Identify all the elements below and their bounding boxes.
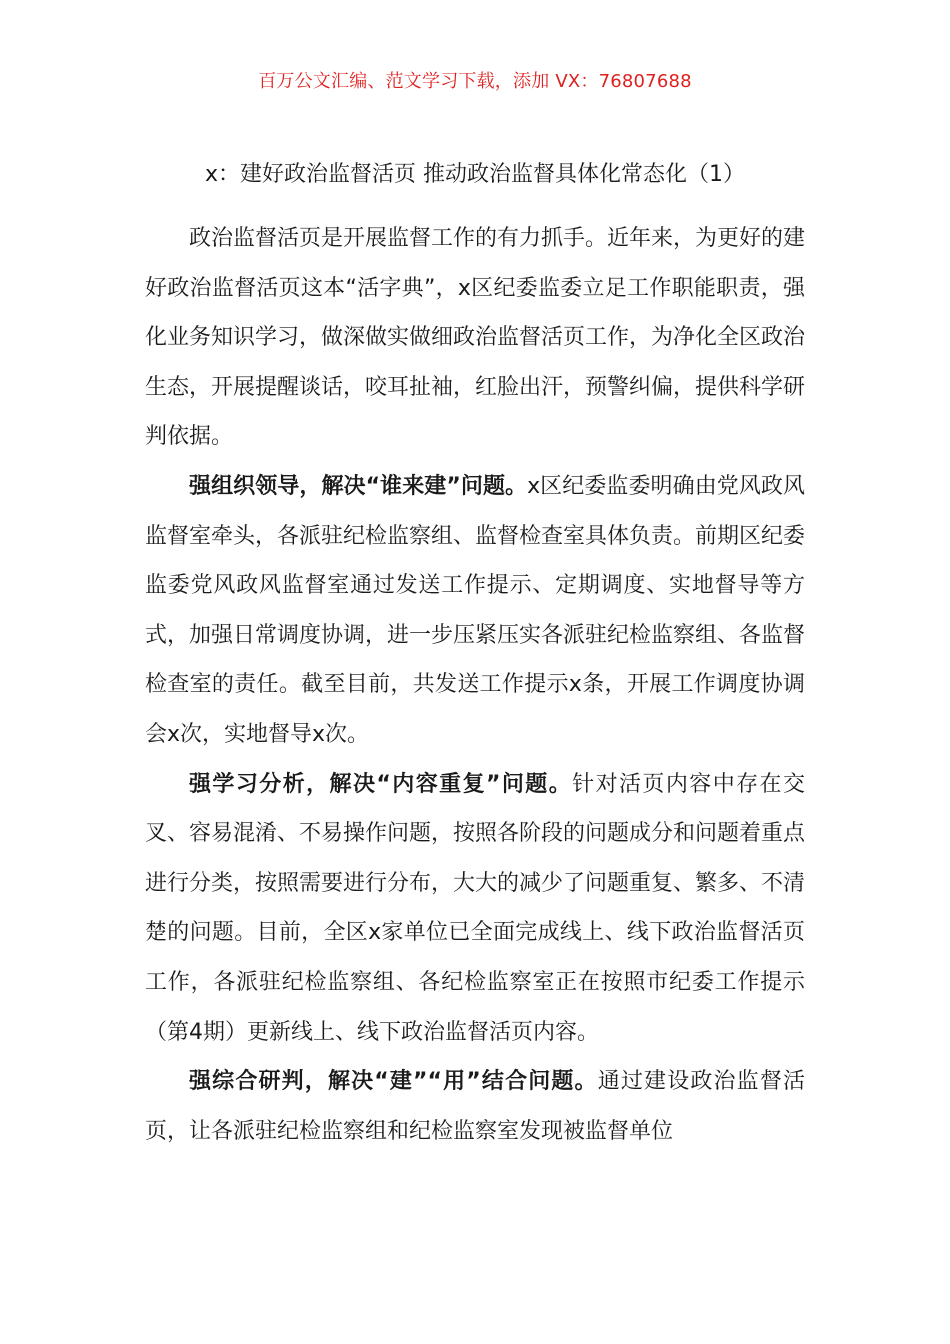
paragraph-text: x区纪委监委明确由党风政风监督室牵头，各派驻纪检监察组、监督检查室具体负责。前期区纪委监委党风政风监督室通过发送工作提示、定期调度、实地督导等方式，加强日常调度协调，进一步压紧压实各派驻纪检监察组、各监督检查室的责任。截至目前，共发送工作提示x条，开展工作调度协调会x次，实地督导x次。 bbox=[145, 473, 806, 747]
paragraph-lead: 强组织领导，解决“谁来建”问题。 bbox=[189, 473, 528, 499]
paragraph-text: 通过建设政治监督活页，让各派驻纪检监察组和纪检监察室发现被监督单位 bbox=[145, 1069, 805, 1144]
paragraph-lead: 强综合研判，解决“建”“用”结合问题。 bbox=[189, 1069, 598, 1095]
paragraph-text: 针对活页内容中存在交叉、容易混淆、不易操作问题，按照各阶段的问题成分和问题着重点进行分类，按照需要进行分布，大大的减少了问题重复、繁多、不清楚的问题。目前，全区x家单位已全面完成线上、线下政治监督活页工作，各派驻纪检监察组、各纪检监察室正在按照市纪委工作提示（第4期）更新线上、线下政治监督活页内容。 bbox=[145, 771, 806, 1045]
header-banner: 百万公文汇编、范文学习下载，添加 VX：76807688 bbox=[258, 71, 692, 92]
paragraph-lead: 强学习分析，解决“内容重复”问题。 bbox=[189, 771, 573, 797]
document-title: x：建好政治监督活页 推动政治监督具体化常态化（1） bbox=[204, 162, 745, 187]
paragraph-intro bbox=[145, 214, 805, 462]
paragraph-text: 政治监督活页是开展监督工作的有力抓手。近年来，为更好的建好政治监督活页这本“活字典”，x区纪委监委立足工作职能职责，强化业务知识学习，做深做实做细政治监督活页工作，为净化全区政治生态，开展提醒谈话，咬耳扯袖，红脸出汗，预警纠偏，提供科学研判依据。 bbox=[145, 226, 806, 450]
document-body bbox=[145, 214, 805, 1156]
paragraph-learning bbox=[145, 760, 805, 1058]
paragraph-organization bbox=[145, 462, 805, 760]
paragraph-analysis bbox=[145, 1057, 805, 1156]
